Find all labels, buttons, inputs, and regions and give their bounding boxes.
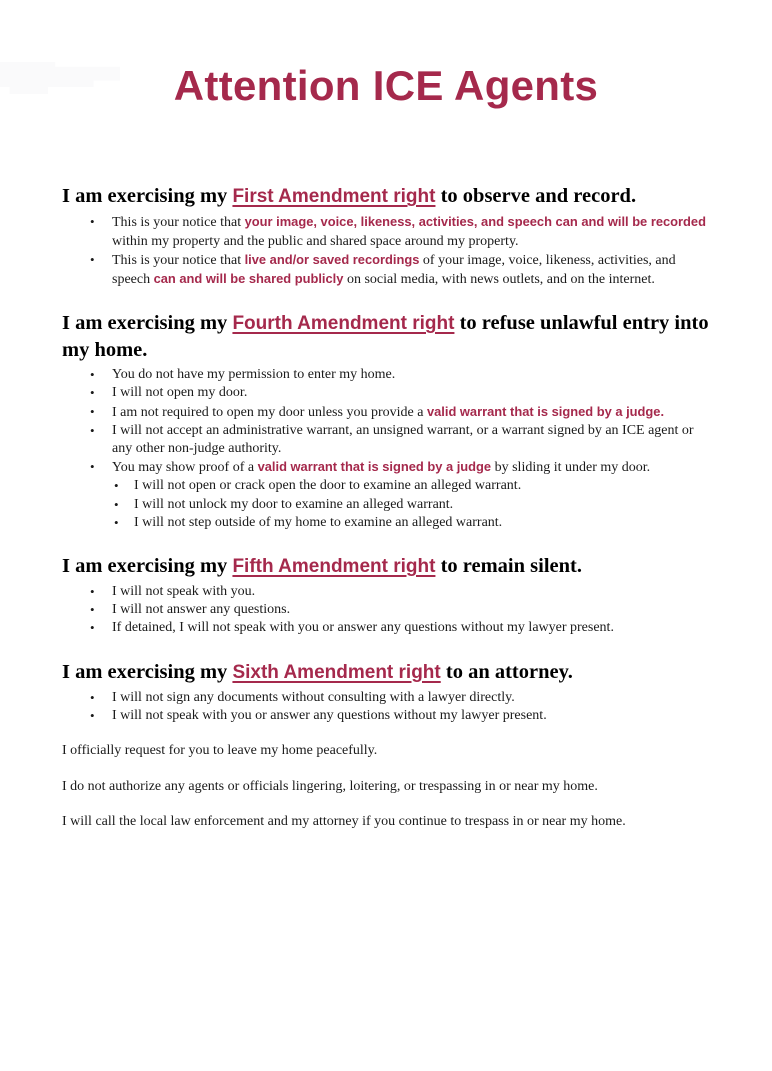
emphasis-text: your image, voice, likeness, activities, and speech can and will be recorded	[244, 214, 706, 230]
closing-paragraphs	[62, 742, 710, 831]
bullet-item	[62, 384, 710, 402]
bullet-item	[62, 366, 710, 384]
bullet-item	[62, 583, 710, 601]
bullet-text: I will not unlock my door to examine an alleged warrant.	[134, 496, 454, 512]
bullet-list	[62, 213, 710, 289]
bullet-text: If detained, I will not speak with you or answer any questions without my lawyer present.	[112, 620, 614, 636]
heading-text: I am exercising my	[62, 185, 233, 208]
section-heading	[62, 553, 710, 580]
section-heading	[62, 659, 710, 686]
section-heading	[62, 310, 710, 363]
sub-bullet-item	[62, 477, 710, 495]
bullet-text: I will not speak with you.	[112, 583, 256, 599]
document-sections	[62, 110, 710, 725]
bullet-item	[62, 422, 710, 458]
bullet-item	[62, 619, 710, 637]
bullet-text: of your image, voice, likeness, activities, and speech	[112, 252, 676, 287]
emphasis-text: can and will be shared publicly	[153, 270, 344, 286]
closing-paragraph: I do not authorize any agents or officials lingering, loitering, or trespassing in or near my home.	[62, 778, 598, 794]
bullet-text: I will not open my door.	[112, 385, 248, 401]
bullet-text: I will not answer any questions.	[112, 602, 291, 618]
bullet-item	[62, 251, 710, 289]
bullet-list	[62, 366, 710, 532]
bullet-text: within my property and the public and shared space around my property.	[112, 233, 519, 249]
bullet-item	[62, 458, 710, 477]
amendment-link[interactable]: Fifth Amendment right	[232, 555, 436, 577]
heading-text: to an attorney.	[440, 660, 573, 683]
bullet-text: I am not required to open my door unless you provide a	[112, 404, 427, 420]
section-heading	[62, 183, 710, 210]
bullet-list	[62, 583, 710, 638]
emphasis-text: valid warrant that is signed by a judge	[257, 459, 492, 475]
section	[62, 310, 710, 532]
bullet-item	[62, 707, 710, 725]
document-page	[0, 62, 772, 831]
bullet-item	[62, 689, 710, 707]
heading-text: I am exercising my	[62, 660, 233, 683]
bullet-text: You do not have my permission to enter my home.	[112, 367, 396, 383]
amendment-link[interactable]: Sixth Amendment right	[232, 661, 441, 683]
bullet-text: I will not accept an administrative warrant, an unsigned warrant, or a warrant signed by an ICE agent or any other non-judge authority.	[112, 422, 694, 456]
emphasis-text: live and/or saved recordings	[244, 251, 420, 267]
section	[62, 183, 710, 289]
bullet-text: This is your notice that	[112, 215, 245, 231]
bullet-text: by sliding it under my door.	[491, 460, 651, 476]
bullet-text: This is your notice that	[112, 252, 245, 268]
section	[62, 553, 710, 638]
sub-bullet-item	[62, 514, 710, 532]
section	[62, 659, 710, 725]
amendment-link[interactable]: First Amendment right	[232, 186, 436, 208]
closing-paragraph: I will call the local law enforcement and my attorney if you continue to trespass in or near my home.	[62, 814, 626, 830]
bullet-list	[62, 689, 710, 725]
heading-text: I am exercising my	[62, 312, 233, 335]
bullet-item	[62, 213, 710, 250]
bullet-text: I will not step outside of my home to examine an alleged warrant.	[134, 514, 503, 530]
bullet-text: I will not sign any documents without consulting with a lawyer directly.	[112, 689, 515, 705]
bullet-text: I will not open or crack open the door to examine an alleged warrant.	[134, 478, 522, 494]
heading-text: to observe and record.	[435, 185, 637, 208]
closing-paragraph: I officially request for you to leave my home peacefully.	[62, 743, 378, 759]
heading-text: to refuse unlawful entry into my home.	[62, 312, 709, 362]
bullet-text: You may show proof of a	[112, 460, 258, 476]
bullet-item	[62, 601, 710, 619]
amendment-link[interactable]: Fourth Amendment right	[232, 313, 455, 335]
heading-text: to remain silent.	[435, 554, 582, 577]
sub-bullet-item	[62, 496, 710, 514]
bullet-item	[62, 403, 710, 422]
bullet-text: I will not speak with you or answer any questions without my lawyer present.	[112, 707, 547, 723]
bullet-text: on social media, with news outlets, and on the internet.	[343, 271, 655, 287]
emphasis-text: valid warrant that is signed by a judge.	[426, 403, 665, 419]
page-title: Attention ICE Agents	[173, 62, 599, 109]
heading-text: I am exercising my	[62, 554, 233, 577]
